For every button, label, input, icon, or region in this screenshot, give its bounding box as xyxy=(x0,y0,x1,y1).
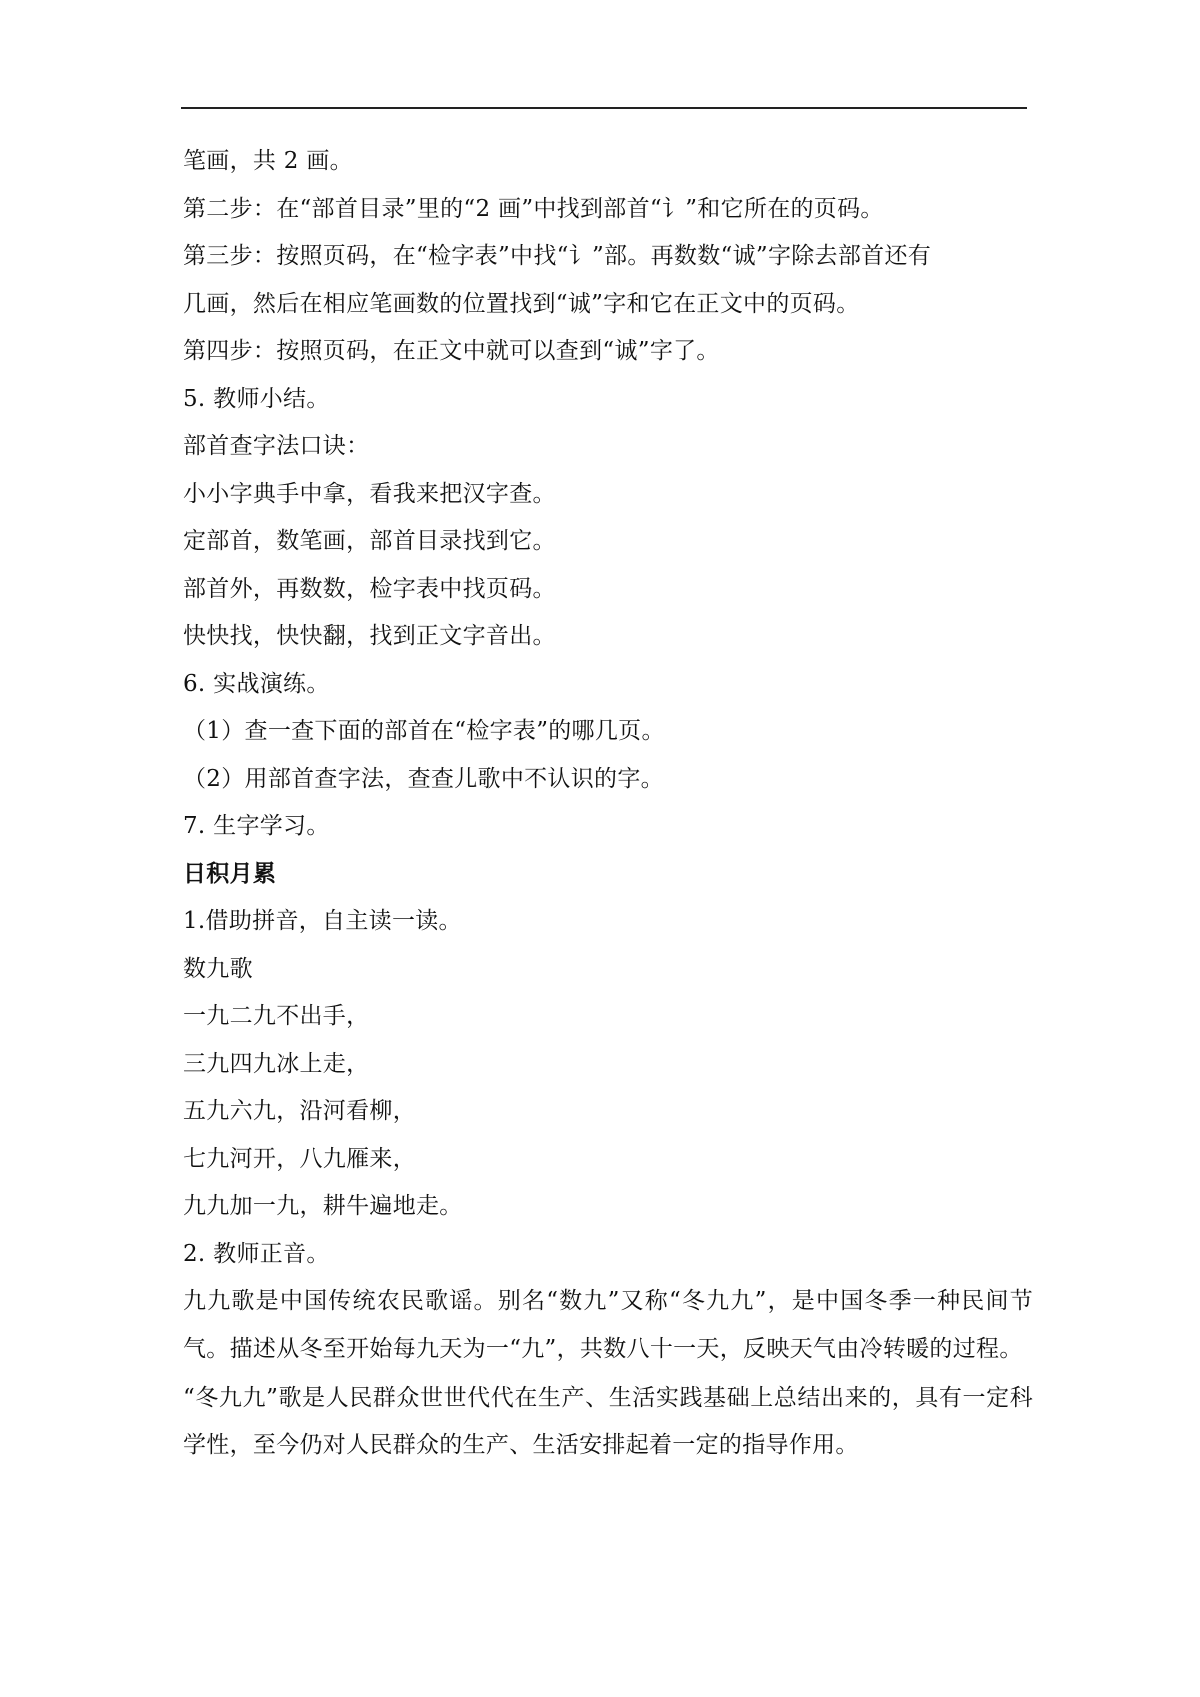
text-line: 几画，然后在相应笔画数的位置找到“诚”字和它在正文中的页码。 xyxy=(183,290,860,317)
verse-line: 小小字典手中拿，看我来把汉字查。 xyxy=(183,480,556,507)
verse-line: 三九四九冰上走， xyxy=(183,1050,370,1077)
section-item-2: 2. 教师正音。 xyxy=(183,1240,330,1267)
section-heading: 日积月累 xyxy=(183,860,277,887)
section-item-5: 5. 教师小结。 xyxy=(183,385,330,412)
text-line: 笔画，共 2 画。 xyxy=(183,148,353,174)
document-body xyxy=(183,146,1033,1479)
poem-title: 数九歌 xyxy=(183,955,253,982)
section-item-6: 6. 实战演练。 xyxy=(183,670,330,697)
text-line: 1.借助拼音，自主读一读。 xyxy=(183,908,462,934)
section-item-7: 7. 生字学习。 xyxy=(183,813,330,839)
verse-line: 部首外，再数数，检字表中找页码。 xyxy=(183,575,556,602)
text-line: 部首查字法口诀： xyxy=(183,433,370,459)
verse-line: 一九二九不出手， xyxy=(183,1003,370,1029)
text-line: （2）用部首查字法，查查儿歌中不认识的字。 xyxy=(183,765,664,792)
text-line: 第三步：按照页码，在“检字表”中找“讠”部。再数数“诚”字除去部首还有 xyxy=(183,243,932,269)
paragraph: “冬九九”歌是人民群众世世代代在生产、生活实践基础上总结出来的，具有一定科学性，至今仍对人民群众的生产、生活安排起着一定的指导作用。 xyxy=(183,1384,1033,1458)
verse-line: 定部首，数笔画，部首目录找到它。 xyxy=(183,528,556,554)
verse-line: 九九加一九，耕牛遍地走。 xyxy=(183,1193,463,1219)
text-line: 第四步：按照页码，在正文中就可以查到“诚”字了。 xyxy=(183,338,720,364)
verse-line: 五九六九，沿河看柳， xyxy=(183,1098,416,1124)
paragraph: 九九歌是中国传统农民歌谣。别名“数九”又称“冬九九”，是中国冬季一种民间节气。描述从冬至开始每九天为一“九”，共数八十一天，反映天气由冷转暖的过程。 xyxy=(183,1288,1033,1362)
header-rule xyxy=(181,107,1027,109)
text-line: 第二步：在“部首目录”里的“2 画”中找到部首“讠”和它所在的页码。 xyxy=(183,195,884,222)
verse-line: 快快找，快快翻，找到正文字音出。 xyxy=(183,623,556,649)
text-line: （1）查一查下面的部首在“检字表”的哪几页。 xyxy=(183,718,665,744)
verse-line: 七九河开，八九雁来， xyxy=(183,1145,416,1172)
